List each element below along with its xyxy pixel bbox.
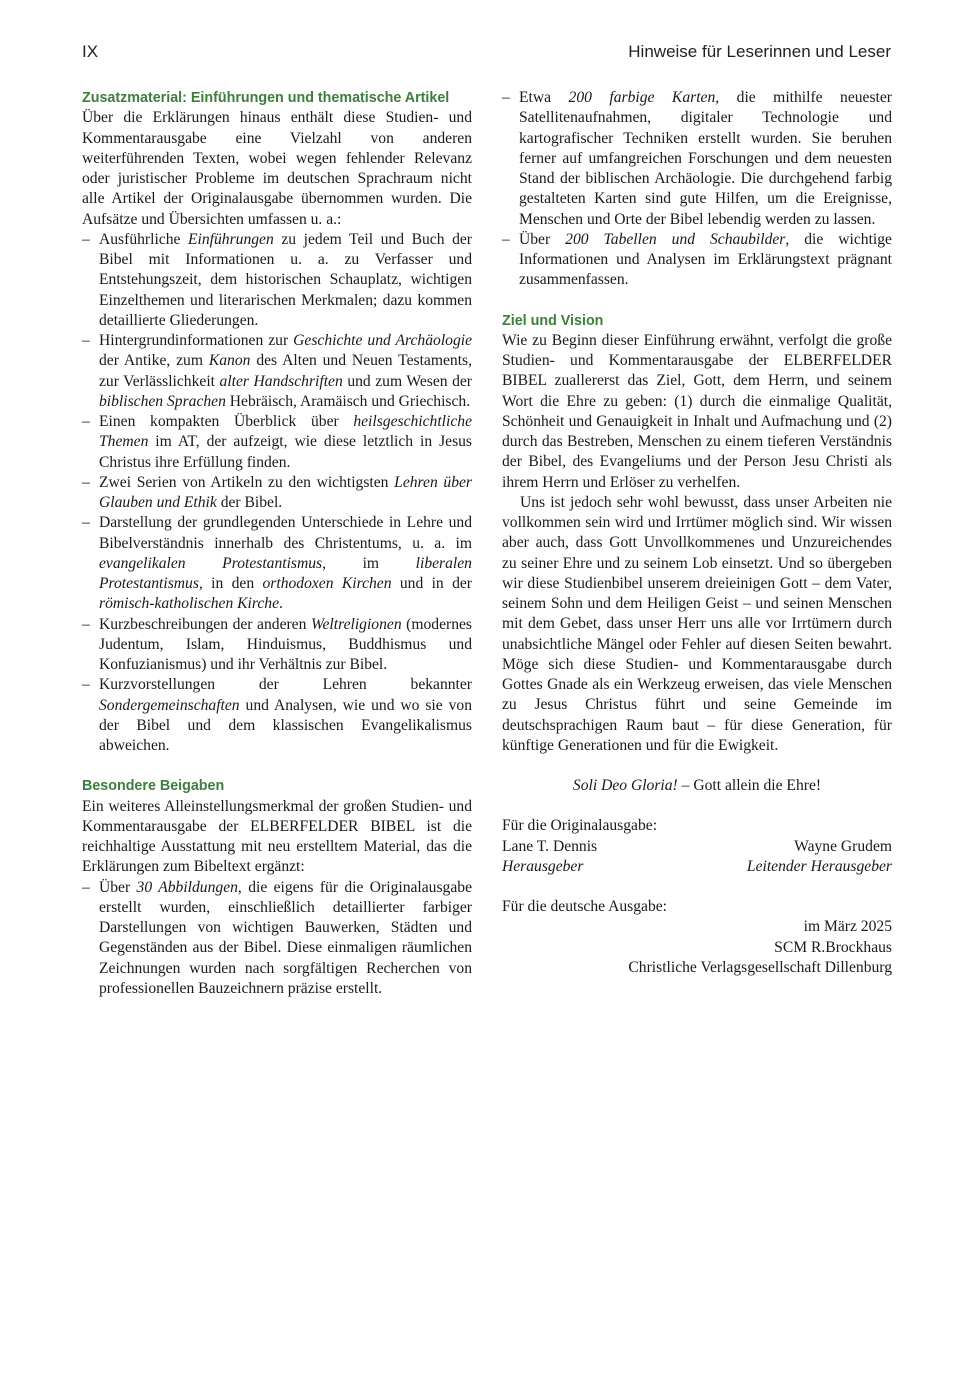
list-item: – Kurzbeschreibungen der anderen Weltreligionen (modernes Judentum, Islam, Hinduismus, Buddhismus und Konfuzianismus) und ihr Verhältnis zur Bibel. [82, 615, 472, 676]
paragraph-ziel-2: Uns ist jedoch sehr wohl bewusst, dass unser Arbeiten nie vollkommen sein wird und Irrtümer möglich sind. Wir wissen aber auch, dass Gott Unvollkommenes und Unzureichendes zu seiner Ehre und zu seinem Lob einsetzt. Und so übergeben wir diese Studienbibel unserem dreieinigen Gott – dem Vater, seinem Sohn und dem Heiligen Geist – und seinen Menschen mit dem Gebet, dass unser Herr uns alle vor Irrtümern durch unabsichtliche Mängel oder Fehler auf diesen Seiten bewahrt. Möge sich diese Studien- und Kommentarausgabe durch Gottes Gnade als ein Werkzeug erweisen, das viele Menschen zu Jesus Christus führt und seine Gemeinde im deutschsprachigen Raum baut – für diese Generation, für künftige Generationen und für die Ewigkeit. [502, 493, 892, 754]
motto: Soli Deo Gloria! – Gott allein die Ehre! [572, 777, 822, 794]
list-item: – Einen kompakten Überblick über heilsgeschichtliche Themen im AT, der aufzeigt, wie diese letztlich in Jesus Christus ihre Erfüllung finden. [82, 412, 472, 473]
beigaben-list [82, 878, 472, 1000]
german-edition-label: Für die deutsche Ausgabe: [502, 898, 667, 915]
list-item: – Über 200 Tabellen und Schaubilder, die wichtige Informationen und Analysen im Erklärungstext prägnant zusammenfassen. [502, 230, 892, 291]
german-edition-company: Christliche Verlagsgesellschaft Dillenburg [628, 958, 892, 976]
signature-name-dennis: Lane T. Dennis [502, 837, 598, 855]
list-item: – Über 30 Abbildungen, die eigens für die Originalausgabe erstellt wurden, einschließlich detaillierter farbiger Darstellungen von wichtigen Bauwerken, Städten und Gegenständen aus der Bibel. Diese einmaligen räumlichen Zeichnungen wurden nach sorgfältigen Recherchen von professionellen Bauzeichnern präzise erstellt. [82, 878, 472, 1000]
paragraph-beigaben-intro: Ein weiteres Alleinstellungsmerkmal der großen Studien- und Kommentarausgabe der ELBERFELDER BIBEL ist die reichhaltige Ausstattung mit neu erstelltem Material, das die Erklärungen zum Bibeltext ergänzt: [82, 797, 472, 876]
section-heading-zusatzmaterial: Zusatzmaterial: Einführungen und thematische Artikel [82, 90, 450, 106]
paragraph-ziel-1: Wie zu Beginn dieser Einführung erwähnt, verfolgt die große Studien- und Kommentarausgabe der ELBERFELDER BIBEL zuallererst das Ziel, Gott, dem Herrn, und seinem Wort die Ehre zu geben: (1) durch die einmalige Qualität, Schönheit und Genauigkeit in Inhalt und Aufmachung und (2) durch das Bestreben, Menschen zu einem tieferen Verständnis der Bibel, des Evangeliums und der Person Jesu Christi als ihrem Herrn und Erlöser zu verhelfen. [502, 331, 892, 491]
list-item: – Ausführliche Einführungen zu jedem Teil und Buch der Bibel mit Informationen u. a. zu Verfasser und Entstehungszeit, dem historischen Schauplatz, wichtigen Einzelthemen und literarischen Merkmalen; dazu kommen detaillierte Gliederungen. [82, 230, 472, 331]
left-column [82, 88, 472, 999]
beigaben-list-continued [502, 88, 892, 291]
list-item: – Zwei Serien von Artikeln zu den wichtigsten Lehren über Glauben und Ethik der Bibel. [82, 473, 472, 514]
zusatzmaterial-list [82, 230, 472, 757]
signature-role-dennis: Herausgeber [502, 857, 584, 875]
list-item: – Kurzvorstellungen der Lehren bekannter Sondergemeinschaften und Analysen, wie und wo sie von der Bibel und dem klassischen Evangelikalismus abweichen. [82, 675, 472, 756]
signature-names [502, 837, 892, 857]
running-head: Hinweise für Leserinnen und Leser [628, 42, 891, 61]
signature-name-grudem: Wayne Grudem [794, 837, 892, 855]
german-edition-date: im März 2025 [803, 918, 892, 936]
signature-roles [502, 857, 892, 877]
section-heading-besondere-beigaben: Besondere Beigaben [82, 778, 225, 795]
original-edition-label: Für die Originalausgabe: [502, 817, 658, 835]
section-heading-ziel-und-vision: Ziel und Vision [502, 312, 604, 329]
list-item: – Hintergrundinformationen zur Geschichte und Archäologie der Antike, zum Kanon des Alten und Neuen Testaments, zur Verlässlichkeit alter Handschriften und zum Wesen der biblischen Sprachen Hebräisch, Aramäisch und Griechisch. [82, 331, 472, 412]
right-column [502, 88, 892, 978]
german-edition-publisher: SCM R.Brockhaus [774, 938, 892, 956]
page-number: IX [82, 42, 99, 61]
paragraph-zusatzmaterial-intro: Über die Erklärungen hinaus enthält diese Studien- und Kommentarausgabe eine Vielzahl von anderen weiterführenden Texten, wobei wegen fehlender Relevanz oder juristischer Probleme im deutschen Sprachraum nicht alle Artikel der Originalausgabe übernommen wurden. Die Aufsätze und Übersichten umfassen u. a.: [82, 109, 472, 228]
list-item: – Darstellung der grundlegenden Unterschiede in Lehre und Bibelverständnis innerhalb des Christentums, u. a. im evangelikalen Protestantismus, im liberalen Protestantismus, in den orthodoxen Kirchen und in der römisch-katholischen Kirche. [82, 513, 472, 614]
signature-role-grudem: Leitender Herausgeber [746, 857, 892, 875]
list-item: – Etwa 200 farbige Karten, die mithilfe neuester Satellitenaufnahmen, digitaler Technologie und kartografischer Techniken erstellt wurden. Sie beruhen ferner auf umfangreichen Forschungen und dem neuesten Stand der biblischen Archäologie. Die durchgehend farbig gestalteten Karten sind gute Hilfen, um die Ereignisse, Menschen und Orte der Bibel lebendig werden zu lassen. [502, 88, 892, 230]
